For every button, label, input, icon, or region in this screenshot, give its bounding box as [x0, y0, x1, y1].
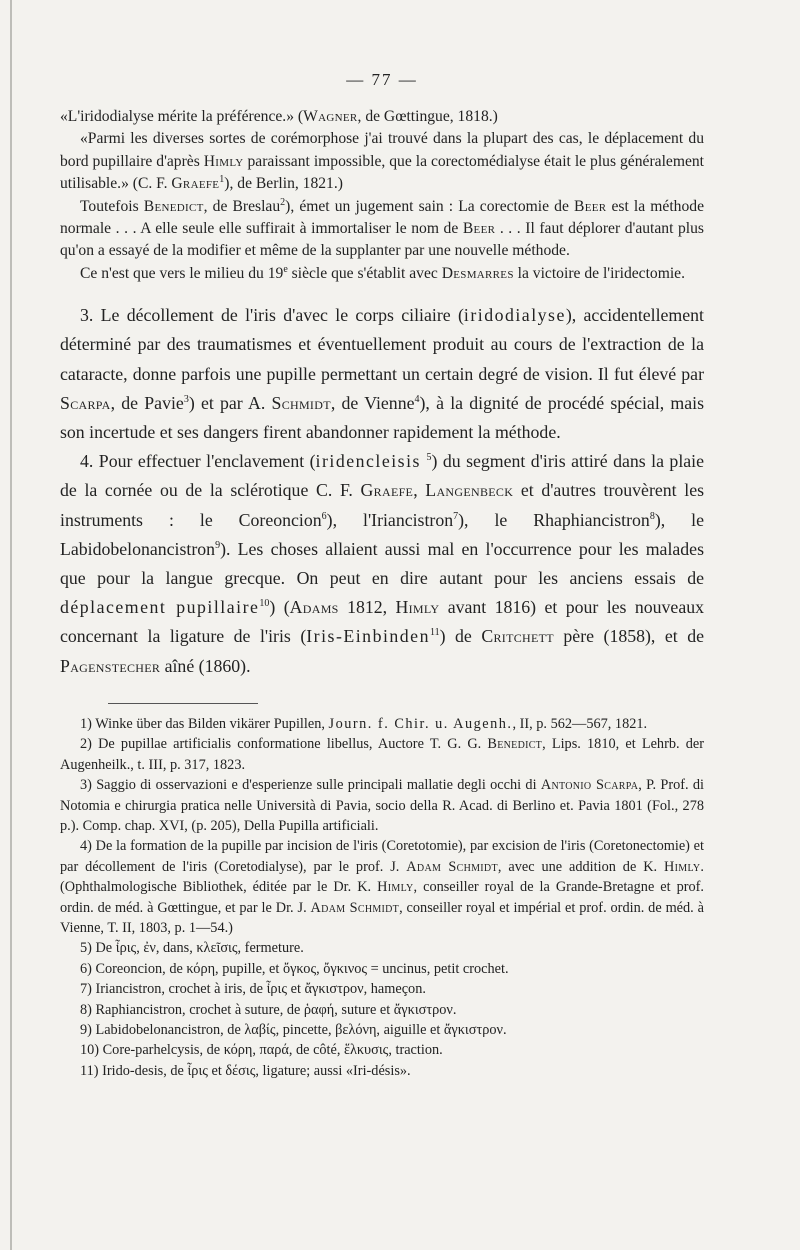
- section-3: 3. Le décollement de l'iris d'avec le corps ciliaire (iridodialyse), accidentellement déterminé par des traumatismes et éventuellement produit au cours de l'extraction de la cataracte, donne parfois une pupille permettant un certain degré de vision. Il fut élevé par Scarpa, de Pavie$^3$) et par A. Schmidt, de Vienne$^4$), à la dignité de procédé spécial, mais son incertude et ses dangers firent abandonner rapidement la méthode.: [60, 305, 705, 443]
- footnote-10: 10) Core-parhelcysis, de κόρη, παρά, de côté, ἕλκυσις, traction.: [80, 1042, 443, 1059]
- footnotes: [60, 714, 704, 1081]
- footnote-ref: 1: [219, 174, 225, 186]
- footnote-2: 2) De pupillae artificialis conformatione libellus, Auctore T. G. G. Benedict, Lips. 1810, et Lehrb. der Augenheilk., t. III, p. 317, 1823.: [60, 736, 704, 773]
- footnote-6: 6) Coreoncion, de κόρη, pupille, et ὄγκος, ὄγκινος = uncinus, petit crochet.: [80, 960, 509, 977]
- author-name: Wagner: [303, 108, 358, 125]
- footnote-ref: 11: [429, 627, 440, 639]
- main-sections: [60, 301, 704, 681]
- footnote-9: 9) Labidobelonancistron, de λαβίς, pincette, βελόνη, aiguille et ἄγκιστρον.: [80, 1021, 507, 1038]
- author-name: Adam Schmidt: [406, 858, 498, 875]
- footnote-4: 4) De la formation de la pupille par incision de l'iris (Coretotomie), par excision de l'iris (Coretonectomie) et par décollement de l'iris (Coretodialyse), par le prof. J. Adam Schmidt, avec une addition de K. Himly. (Ophthalmologische Bibliothek, éditée par le Dr. K. Himly, conseiller royal de la Grande-Bretagne et prof. ordin. de méd. à Gœttingue, et par le Dr. J. Adam Schmidt, conseiller royal et impérial et prof. ordin. de méd. à Vienne, T. II, 1803, p. 1—54.): [60, 838, 704, 936]
- author-name: Desmarres: [441, 264, 514, 282]
- term-spaced: iridencleisis: [315, 451, 421, 472]
- quote-graefe: «Parmi les diverses sortes de corémorphose j'ai trouvé dans la plupart des cas, le déplacement du bord pupillaire d'après Himly paraissant impossible, que la corectomédialyse était le plus généralement utilisable.» (C. F. Graefe$^1$), de Berlin, 1821.): [60, 130, 704, 193]
- author-name: Schmidt: [271, 392, 331, 413]
- term-spaced: Journ. f. Chir. u. Augenh.: [328, 715, 513, 732]
- footnote-ref: 3: [183, 393, 189, 405]
- author-name: Graefe: [171, 175, 220, 193]
- author-name: Graefe: [360, 480, 414, 501]
- author-name: Langenbeck: [425, 480, 514, 501]
- footnote-ref: 7: [453, 510, 459, 522]
- footnote-1: 1) Winke über das Bilden vikärer Pupillen, Journ. f. Chir. u. Augenh., II, p. 562—567, 1821.: [80, 715, 648, 732]
- author-name: Beer: [574, 197, 607, 215]
- author-name: Critchett: [481, 626, 554, 647]
- author-name: Himly: [203, 152, 244, 170]
- footnote-ref: 6: [321, 510, 327, 522]
- author-name: Himly: [664, 858, 701, 875]
- footnote-5: 5) De ἶρις, ἐν, dans, κλεῖσις, fermeture.: [80, 940, 304, 957]
- footnote-8: 8) Raphiancistron, crochet à suture, de ῥαφή, suture et ἄγκιστρον.: [80, 1001, 457, 1018]
- document-page: [60, 70, 704, 1081]
- author-name: Himly: [395, 597, 440, 618]
- term-spaced: déplacement pupillaire: [60, 597, 260, 618]
- author-name: Antonio Scarpa: [540, 777, 639, 794]
- footnote-divider: [108, 703, 258, 704]
- page-number: — 77 —: [346, 70, 418, 89]
- term-spaced: Iris-Einbinden: [306, 626, 430, 647]
- superscript: e: [283, 263, 288, 275]
- author-name: Adam Schmidt: [310, 899, 400, 916]
- term-spaced: iridodialyse: [463, 305, 566, 326]
- author-name: Adams: [289, 597, 339, 618]
- author-name: Benedict: [143, 197, 204, 215]
- quote-wagner: «L'iridodialyse mérite la préférence.» (Wagner, de Gœttingue, 1818.): [60, 108, 498, 125]
- footnote-ref: 5: [426, 452, 432, 464]
- footnote-ref: 2: [280, 196, 286, 208]
- footnote-11: 11) Irido-desis, de ἶρις et δέσις, ligature; aussi «Iri-désis».: [80, 1062, 411, 1079]
- paragraph-desmarres: Ce n'est que vers le milieu du 19e siècle que s'établit avec Desmarres la victoire de l'iridectomie.: [80, 263, 685, 282]
- footnote-ref: 4: [414, 393, 420, 405]
- paragraph-benedict: Toutefois Benedict, de Breslau$^2$), émet un jugement sain : La corectomie de Beer est la méthode normale . . . A elle seule elle suffirait à immortaliser le nom de Beer . . . Il faut déplorer d'autant plus qu'on a essayé de la modifier et même de la supplanter par une nouvelle méthode.: [60, 196, 704, 260]
- intro-section: [60, 106, 704, 285]
- footnote-3: 3) Saggio di osservazioni e d'esperienze sulle principali mallatie degli occhi di Antonio Scarpa, P. Prof. di Notomia e chirurgia pratica nelle Università di Pavia, socio della R. Acad. di Berlino et. Pavia 1801 (Fol., 278 p.). Comp. chap. XVI, (p. 205), Della Pupilla artificiali.: [60, 777, 705, 834]
- author-name: Scarpa: [60, 392, 111, 413]
- section-4: 4. Pour effectuer l'enclavement (iridencleisis $^5$) du segment d'iris attiré dans la plaie de la cornée ou de la sclérotique C. F. Graefe, Langenbeck et d'autres trouvèrent les instruments : le Coreoncion$^6$), l'Iriancistron$^7$), le Rhaphiancistron$^8$), le Labidobelonancistron$^9$). Les choses allaient aussi mal en l'occurrence pour les malades que pour la langue grecque. On peut en dire autant pour les anciens essais de déplacement pupillaire$^{10}$) (Adams 1812, Himly avant 1816) et pour les nouveaux concernant la ligature de l'iris (Iris-Einbinden$^{11}$) de Critchett père (1858), et de Pagenstecher aîné (1860).: [60, 451, 705, 676]
- footnote-ref: 8: [649, 510, 655, 522]
- author-name: Beer: [462, 220, 496, 238]
- footnote-ref: 9: [215, 539, 221, 551]
- author-name: Pagenstecher: [60, 655, 161, 676]
- footnote-7: 7) Iriancistron, crochet à iris, de ἶρις et ἄγκιστρον, hameçon.: [80, 981, 426, 998]
- page-edge-line: [10, 0, 12, 1250]
- author-name: Benedict: [487, 736, 543, 753]
- footnote-ref: 10: [259, 598, 270, 610]
- author-name: Himly: [377, 879, 414, 896]
